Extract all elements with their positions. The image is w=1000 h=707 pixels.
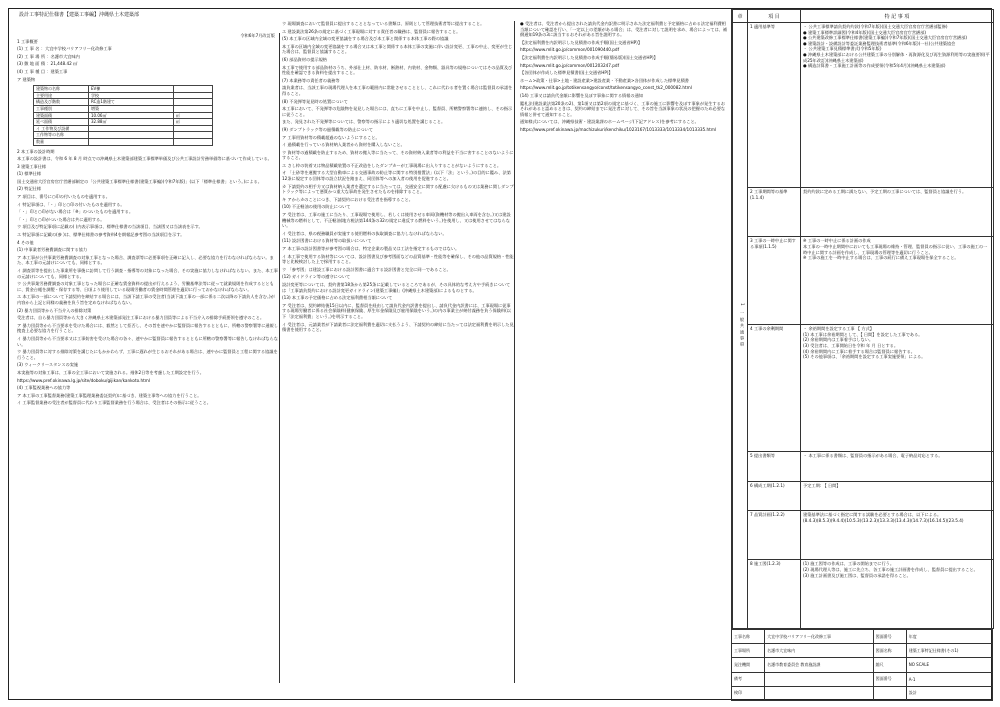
paragraph: イ 調査票等を提出した事業所を事後に訪問して行う調査・指導等の対象になった場合、その実施に協力しなければならない。また、本工事の元請けについても、同様とする。	[17, 268, 278, 279]
titleblock-cell: 備考	[732, 672, 765, 686]
paragraph: エ さし枠の装着又は物品積載装置の不正改造をしたダンプカーが工事現場に出入りすることがないようにすること。	[282, 162, 502, 168]
paragraph: (13) 本工事の予定価格に占める法定福利費相当額について	[282, 295, 393, 301]
paragraph: 本工事の区域内全域の変更協議をする場合又は本工事と関係する本体工事の実施に伴い設計変更、工事の中止、変更が生じた場合は、監督員と協議すること。	[282, 43, 513, 55]
paragraph: 【法定福利費を内訳明示した見積書の作成手順(国土交通省HP)】	[520, 39, 643, 45]
spec-row	[34, 105, 213, 112]
spec-cell	[174, 92, 213, 99]
paragraph: ア 本工事の設計図書等が参考図の場合は、特定企業の製品又は工法を指定するものではない。	[282, 246, 460, 251]
paragraph: ア 暴力団員等から不当要求を受けた場合には、毅然として拒否し、その旨を速やかに監督員に報告するとともに、所轄の警察署等に通報し捜査上必要な協力を行うこと。	[17, 322, 278, 334]
spec-entry-row	[733, 451, 994, 481]
titleblock-cell: 図面番号	[873, 630, 906, 644]
paragraph: 【各団体が作成した標準見積書(国土交通省HP)】	[520, 70, 613, 76]
spec-cell	[174, 105, 213, 112]
paragraph: キ アからカのことにつき、下請契約における受注者を指導すること。	[282, 196, 413, 202]
spec-cell	[174, 138, 213, 145]
spec-cell: 主要用途	[34, 92, 89, 99]
spec-cell	[89, 138, 174, 145]
titleblock-cell: NO SCALE	[906, 658, 992, 672]
spec-entry-row	[733, 237, 994, 325]
paragraph: 1 工事概要	[17, 38, 38, 44]
paragraph: ● 受注者は、受注者から提出された請負代金内訳書に明示された法定福利費と予定価格に占める法定福利費相当額について確認を行い、「一定以上の差額がある場合」は、受注者に対して説明を求め、場合によっては、補償通知19条の3に該当するおそれがある旨を説明する。	[520, 21, 728, 38]
paragraph: 本工事の設計書は、令和 6 年 8 月 時点での沖縄県土木建築部建築工事標準単価及び公共工事設計労務単価等に基づいて作成している。	[17, 156, 272, 162]
spec-cell: 構造及び階数	[34, 99, 89, 106]
document-title: 設計工事特記仕様書【建築工事編】沖縄県土木建築部	[19, 12, 140, 18]
titleblock-cell: 検印	[732, 686, 765, 700]
spec-item: 2 工事期間等の基準(1.1.4)	[748, 188, 801, 237]
paragraph: また、発見された不発弾等については、警察等の指示により適切な処置を講じること。	[282, 119, 446, 125]
paragraph: ホーム>政策・仕事>土地・建設産業>建設産業・不動産業>各団体が作成した標準見積書	[520, 77, 689, 83]
paragraph: (7) 本業務等の責任者の義務等	[282, 77, 340, 83]
paragraph: ウ 現場調査において監督員に提出することとなっている書類は、原則として管理技術者等に提出すること。	[282, 21, 485, 26]
spec-item: 8 施工図(1.2.3)	[748, 560, 801, 629]
spec-cell: 学校	[89, 92, 174, 99]
titleblock-row	[732, 630, 993, 644]
spec-cell: 数量	[34, 138, 89, 145]
titleblock-row	[732, 644, 993, 658]
paragraph: ウ 公共事業労務費調査の対象工事となった場合に正確な賃金資料の提出が行えるよう、労働基準法等に従って就業規則を作成するとともに、賃金台帳を調製・保存する等、日頃より使用している現場労働者の賃金時間管理を適切に行っておかなければならない。	[17, 281, 274, 292]
titleblock-cell: 図面名称	[873, 644, 906, 658]
paragraph: (2) 暴力団員等から不当介入の排除対策	[17, 307, 92, 313]
spec-row	[34, 112, 213, 119]
spec-row	[34, 92, 213, 99]
titleblock-cell	[765, 686, 874, 700]
titleblock-cell: 建築工事特記仕様書(その1)	[906, 644, 992, 658]
spec-item: 5 提出書類等	[748, 451, 801, 481]
column-1	[17, 33, 280, 683]
paragraph: ア 本工事が公共事業労務費調査の対象工事となった場合、調査票等に必要事項を正確に記入し、必要な協力を行わなければならない。また、本工事の元請けについても、同様とする。	[17, 254, 274, 266]
paragraph: (12) ガイドライン等の遵守について	[282, 274, 351, 280]
paragraph: イ 暴力団員等から不当要求又は工事妨害を受けた場合の各々、速やかに監督員に報告するとともに所轄の警察署等に報告しなければならない。	[17, 335, 278, 347]
spec-item: 7 品質計画(1.2.2)	[748, 511, 801, 560]
paragraph: (10) 不正軽油の使用の防止について	[282, 204, 351, 210]
header-item: 項 目	[748, 10, 801, 23]
spec-row	[34, 125, 213, 132]
header-chapter: 章	[733, 10, 748, 23]
titleblock-cell: 設計	[906, 686, 992, 700]
paragraph: 請負業者は、当該工事の現場代理人を本工事の範囲内に常駐させることとし、これに代わる者を置く場合は監督員の承諾を得ること。	[282, 85, 513, 96]
column-2	[279, 21, 515, 683]
spec-item: 1 適用基準等	[748, 23, 801, 188]
titleblock-row	[732, 672, 993, 686]
column-3	[517, 21, 729, 683]
paragraph: イ 工事監督業務の受注者が監督員に代わり工事監督業務を行う場合は、受注者はその指示に従うこと。	[17, 400, 211, 406]
paragraph: (3) ウィークリースタンスの実施	[17, 362, 79, 368]
paragraph: イ 過積載を行っている資材納入業者から資材を購入しないこと。	[282, 142, 405, 148]
titleblock-cell: 名護市教育委員会 教育施設課	[765, 658, 874, 672]
paragraph: 鑑札法(建設業法第20条の2)、第1項又は第2項の規定に基づく、工事の施工に影響を及ぼす事象が発生するおそれがあると認めるときは、契約の締結までに発注者に対して、その旨を当該事象の状況の把握のため必要な情報と併せて通知すること。	[520, 100, 726, 117]
paragraph: エ 本工事の一部について下請契約を締結する場合には、当該下請工事の受注者(当該下請工事の一部に係る二次以降の下請負人を含む。)が内容から上記と同様の義務を負う旨を定めなければならない。	[17, 294, 275, 305]
titleblock-cell: 縮尺	[873, 658, 906, 672]
titleblock-cell: A-1	[906, 672, 992, 686]
paragraph: (2) 工 事 場 所 ：名護市大宜味内	[17, 53, 80, 59]
paragraph: ア 建築物	[17, 76, 36, 82]
spec-entry-row	[733, 23, 994, 188]
spec-cell	[89, 132, 174, 139]
paragraph: (6) 部品資材の提示規格	[282, 56, 327, 62]
spec-text: ・ 公共工事標準請負契約約款(令和7年版)(国土交通大臣官房官庁営繕部監修) ● 建築工事標準詳細図(令和4年版)(国土交通大臣官房官庁営繕部) ● 公共建築改修工事標準仕様書(建築工事編)(令和7年版)(国土交通大臣官房官庁営繕部) ● 建築設計・設備設計等委託業務監理技術者基準(令和6年版)(一社)公共建築協会 ・ 公共建築工事見積標準書式(令和5年版) ● 沖縄県土木建築部における公共建築工事の分別解体・再資源化及び再生資源利用等の実施要領(平成25年改訂)(沖縄県土木建築部) ● 構造計算書・工事施工計画等の作成要領(令和5年4月)(沖縄県土木建築部)	[801, 23, 994, 188]
titleblock-cell: 図面番号	[873, 672, 906, 686]
title-block	[731, 629, 993, 701]
paragraph: (3) 敷 地 面 積 ：21,448.42 ㎡	[17, 61, 78, 67]
spec-text: 契約約款に定める工期に満たない、予定工期の工事については、監督員と協議を行う。	[801, 188, 994, 237]
paragraph: ウ 「参考図」は建設工事における設計図書に適合する設計図書と完全に同一であること。	[282, 266, 451, 272]
paragraph: ア 受注者は、工事の施工に当たり、工事現場で使用し、若しくは使用させる車両(資機材等の搬出入車両を含む。)又は建設機械等の燃料として、不正軽油(地方税法第144条の32の規定に違反する燃料をいう。)を使用し、又は使用させてはならない。	[282, 212, 511, 229]
header-notes: 特 記 事 項	[801, 10, 994, 23]
spec-cell: 32.88㎡	[89, 119, 174, 126]
paragraph: エ 建設業法第26条の規定に基づく工事現場に対する責任者の職務は、監督員に報告すること。	[282, 28, 461, 34]
spec-row	[34, 119, 213, 126]
spec-row	[34, 138, 213, 145]
spec-cell: ㎡	[174, 112, 213, 119]
spec-item: 6 構成工期(1.2.1)	[748, 481, 801, 511]
spec-entry-row	[733, 325, 994, 452]
paragraph: 【法定福利費を内訳明示した見積書の作成手順(簡易版)(国土交通省HP)】	[520, 54, 658, 60]
paragraph: (4) 工事監視業務への協力等	[17, 385, 71, 391]
spec-cell: 建築物の名称	[34, 86, 89, 93]
titleblock-cell	[873, 686, 906, 700]
building-spec-table	[33, 85, 213, 145]
paragraph: ウ 項目及び特記事項に記載の( )内表示事項は、標準仕様書の当該項目、当該図又は当該表を示す。	[17, 224, 203, 230]
paragraph: ウ 資材等の過積載を防止するため、資材の搬入等に当たって、その資材納入業者等の利益を不当に害することのないようにすること。	[282, 149, 514, 161]
paragraph: エ 特記事項に記載の(参 )は、標準仕様書の参考資料4を朗報記参考図の当該項目を示す。	[17, 232, 185, 238]
spec-cell: 10.06㎡	[89, 112, 174, 119]
paragraph: ア 項目は、番号に○印の付いたものを適用する。	[17, 194, 110, 200]
paragraph: イ 本工事で使用する資材等については、設計図書及び参考図面などの品質基準・性能等を確保し、その他の品質規格・性能等と比較検討した上で採用すること。	[282, 253, 514, 265]
spec-text: 予定工期: 【 日間】	[801, 481, 994, 511]
paragraph: カ 下請契約の相手方又は資材納入業者を選定するに当たっては、交通安全に関する配慮に欠けるもの又は業務に関しダンプトラック等によって悪質かつ重大な事故を発生させたものを排除すること。	[282, 183, 514, 195]
spec-text: (1) 施工図等の作成は、工事の開始までに行う。 (2) 現場代理人等は、施工に先立ち、各工事の施工計画書を作成し、監督員に提出すること。 (3) 施工計画書及び施工図は、監督員の承諾を得ること。	[801, 560, 994, 629]
spec-text: ・ 余裕期間を設定する工事 【 方式】 (1) 本工事は余裕期間として、【 日間】を設定した工事である。 (2) 余裕期間内は工事着手はしない。 (3) 受注者は、工事開始日を令和 年 月 日とする。 (4) 余裕期間内に工事に着手する場合は監督員に報告する。 (5) その他事項は、「余裕期間を設定する工事実施要領」による。	[801, 325, 994, 452]
paragraph: 本実施等の対象工事は、工事の全工事において実施される。週休2日等を考慮した工期設定を行う。	[17, 369, 204, 375]
paragraph: (5) 本工事の区域内全域の変更協議をする場合及び本工事と関係する本体工事の際の協議	[282, 36, 449, 42]
spec-text: ・ 本工事に係る書類は、監督員の指示がある場合、電子納品対応とする。	[801, 451, 994, 481]
titleblock-cell: 工事場所	[732, 644, 765, 658]
paragraph: 設計変更等については、契約書第18条から第25条に記載しているところであるが、その具体的な考え方や手続きについては「工事請負契約における設計変更ガイドライン(建築工事編)」(沖縄県土木建築部)によるものとする。	[282, 281, 511, 293]
paragraph: https://www.mlit.go.jp/common/001203247.pdf	[520, 62, 620, 68]
spec-item: 4 工事の余剰期間	[748, 325, 801, 452]
paragraph: ア 本工事の工事監督業務(建築工事監理業務委託契約)に基づき、建築主事等への協力を行うこと。	[17, 392, 202, 398]
paragraph: イ 受注者は、元請業者が下請業者に法定福利費を適切に支払うよう、下請契約の締結に当たっては法定福利費を明示した見積書を使用すること。	[282, 321, 514, 333]
paragraph: オ 「土砂等を運搬する大型自動車による交通事故の防止等に関する特別措置法」(以下「法」という。)の目的に鑑み、法第12条に規定する団体等の設立状況を踏まえ、同団体等への加入者の使用を促進すること。	[282, 170, 511, 182]
spec-entry-row	[733, 481, 994, 511]
titleblock-cell: 名護市大宜味内	[765, 644, 874, 658]
paragraph: 4 その他	[17, 239, 34, 245]
spec-row	[34, 99, 213, 106]
paragraph: (1) 中事業者労務費調査に関する協力	[17, 247, 88, 253]
titleblock-row	[732, 686, 993, 700]
paragraph: 国土交通省大臣官房官庁営繕部制定の「公共建築工事標準仕様書(建築工事編)(令和7年版)」(以下「標準仕様書」という。)による。	[17, 178, 262, 184]
spec-cell: ㎡	[174, 119, 213, 126]
paragraph: イ 特記事項は、「・」印と○印の付いたものを適用する。	[17, 201, 125, 207]
paragraph: https://www.mlit.go.jp/common/001090440.pdf	[520, 47, 620, 53]
paragraph: https://www.pref.okinawa.jp/machizukuri/kenchiku/1023167/1013333/1013334/1013335.html	[520, 126, 717, 132]
paragraph: (2) 特記仕様	[17, 186, 42, 192]
spec-cell	[89, 125, 174, 132]
paragraph: ウ 暴力団員等に対する排除対策を講じたにもかかわらず、工事に遅れが生じるおそれがある場合は、速やかに監督員と工程に関する協議を行うこと。	[17, 349, 278, 360]
paragraph: 3 建築工事仕様	[17, 163, 47, 169]
spec-cell: 工作物等の名称	[34, 132, 89, 139]
spec-text: 建築基準法に基づく指定に関する試験を必要とする場合は、以下による。 (8.4.3)(8.5.3)(9.4.4)(10.5.3)(13.2.3)(13.3.3)(13.4.3)(14.7.3)(16.14.5)(23.5.4)	[801, 511, 994, 560]
paragraph: ア 工事用資材等の積載超過のないようにすること。	[282, 134, 380, 140]
spec-cell: 建築面積	[34, 112, 89, 119]
spec-cell: RC造1階建て	[89, 99, 174, 106]
paragraph: https://www.pref.okinawa.lg.jp/site/doboku/gijikan/kankoto.html	[17, 377, 150, 383]
titleblock-cell	[765, 672, 874, 686]
spec-cell: 延べ面積	[34, 119, 89, 126]
paragraph: 本工事で使用する部品資材のうち、外部仕上材、防水材、断熱材、内装材、金物類、器具等の規格についてはその品質及び性能を確認できる資料を提出すること。	[282, 64, 513, 76]
spec-cell: 増築	[89, 105, 174, 112]
specification-table	[732, 9, 994, 629]
spec-cell	[174, 125, 213, 132]
spec-cell	[174, 86, 213, 93]
spec-cell: イ 工作物及び設備	[34, 125, 89, 132]
paragraph: (8) 不発弾等発見時の処置について	[282, 98, 348, 104]
paragraph: (1) 標準仕様	[17, 171, 42, 177]
spec-entry-row	[733, 511, 994, 560]
spec-cell	[174, 99, 213, 106]
spec-cell: EV棟	[89, 86, 174, 93]
paragraph: イ 受注者は、県の税務職員が実施する使用燃料の抜取調査に協力しなければならない。	[282, 230, 447, 236]
paragraph: 2 本工事の設計時期	[17, 148, 55, 154]
titleblock-cell: 年度	[906, 630, 992, 644]
spec-item: 3 工事の一時中止に関する事項(1.1.5)	[748, 237, 801, 325]
paragraph: (1) 工 事 名 ：大宜中学校バリアフリー化改修工事	[17, 46, 112, 52]
paragraph: (4) 工 事 種 目 ：建築工事	[17, 68, 68, 74]
chapter-label: 1 一般共通事項	[733, 23, 748, 629]
spec-row	[34, 132, 213, 139]
titleblock-cell: 発注機関	[732, 658, 765, 672]
paragraph: ア 受注者は、契約締結後15日以内に、監督員を経由して請負代金内訳書を提出し、請負代金内訳書には、工事現場に従事する現場労働者に係る社会保険料(健康保険、厚生年金保険及び雇用保険をいう。)の内の事業主が納付義務を負う保険料(以下「法定福利費」という。)を明示すること。	[282, 302, 511, 319]
titleblock-cell: 工事名称	[732, 630, 765, 644]
spec-cell	[174, 132, 213, 139]
drawing-sheet	[8, 8, 992, 700]
paragraph: 通知様式については、沖縄県技術・建設業課のホームページ(下記アドレス)を参考にすること。	[520, 119, 699, 125]
paragraph: 「・」印と○印がついた場合は共に適用する。	[17, 216, 105, 222]
paragraph: 本工事において、不発弾等の危険物を発見した場合には、直ちに工事を中止し、監督員、所轄警察署等に連絡し、その指示に従うこと。	[282, 106, 513, 117]
paragraph: (14) 工事又は請負代金額に影響を及ぼす事象に関する情報の通知	[520, 92, 643, 98]
spec-entry-row	[733, 188, 994, 237]
spec-text: ※ 工事の一時中止に係る計画の作成 本工事の一時中止期間中においても工事現場の維持・管理、監督員の指示に従い、工事の施工の一時中止に関する計画を作成し、工事現場の管理等を適切に行うこと。 ※ 工事の施工を一時中止する場合は、工事の続行に備え工事現場を保全すること。	[801, 237, 994, 325]
paragraph: (9) ダンプトラック等の過積載等の防止について	[282, 126, 373, 132]
paragraph: https://www.mlit.go.jp/totikensangyo/const/totikensangyo_const_tk2_000082.html	[520, 85, 692, 91]
date-line: 令和6年7月改訂版	[240, 33, 275, 38]
paragraph: (11) 設計図書における資材等の取扱いについて	[282, 238, 372, 244]
titleblock-cell: 大宜中学校バリアフリー化改修工事	[765, 630, 874, 644]
titleblock-row	[732, 658, 993, 672]
spec-cell: 工事種別	[34, 105, 89, 112]
paragraph: 受注者は、自ら暴力団員等から大きく沖縄県土木建築部発注工事における暴力団員等による不当介入の排除手続要領を遵守のこと。	[17, 315, 265, 321]
paragraph: 「・」印と○印がない場合は「※」のついたものを適用する。	[17, 209, 134, 215]
spec-row	[34, 86, 213, 93]
spec-entry-row	[733, 560, 994, 629]
spec-table-panel	[731, 9, 994, 629]
